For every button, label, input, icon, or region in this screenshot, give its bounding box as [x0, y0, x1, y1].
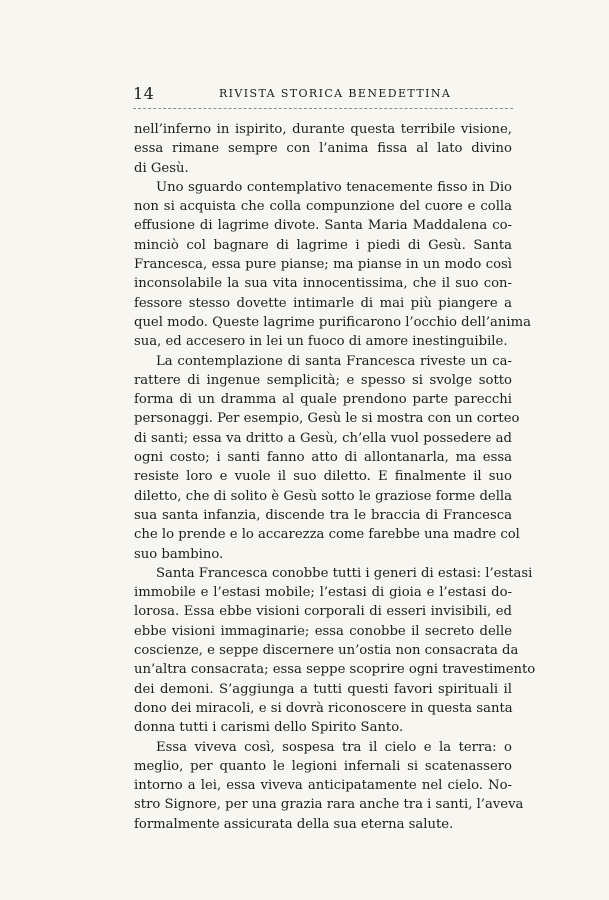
text-line: ebbe visioni immaginarie; essa conobbe il secreto delle: [134, 623, 512, 639]
journal-title: RIVISTA STORICA BENEDETTINA: [219, 87, 452, 100]
text-line: dono dei miracoli, e si dovrà riconoscere in questa santa: [134, 700, 513, 716]
text-line: resiste loro e vuole il suo diletto. E finalmente il suo: [134, 469, 512, 485]
text-line: La contemplazione di santa Francesca riveste un ca-: [156, 353, 512, 369]
header-rule: [133, 108, 513, 109]
text-line: di santi; essa va dritto a Gesù, ch’ella vuol possedere ad: [134, 430, 512, 446]
text-line: donna tutti i carismi dello Spirito Santo.: [134, 720, 404, 736]
text-line: formalmente assicurata della sua eterna salute.: [134, 816, 454, 832]
text-line: meglio, per quanto le legioni infernali si scatenassero: [134, 758, 512, 774]
text-line: essa rimane sempre con l’anima fissa al lato divino: [134, 141, 512, 157]
text-line: di Gesù.: [134, 160, 189, 176]
text-line: che lo prende e lo accarezza come farebbe una madre col: [134, 527, 520, 543]
text-line: Uno sguardo contemplativo tenacemente fisso in Dio: [156, 179, 512, 195]
text-line: dei demoni. S’aggiunga a tutti questi favori spirituali il: [134, 681, 512, 697]
text-line: lorosa. Essa ebbe visioni corporali di esseri invisibili, ed: [134, 604, 512, 620]
text-line: sua santa infanzia, discende tra le braccia di Francesca: [134, 507, 512, 523]
text-line: intorno a lei, essa viveva anticipatamente nel cielo. No-: [134, 778, 512, 794]
text-line: suo bambino.: [134, 546, 224, 562]
text-line: immobile e l’estasi mobile; l’estasi di gioia e l’estasi do-: [134, 585, 512, 601]
text-line: minciò col bagnare di lagrime i piedi di Gesù. Santa: [134, 237, 512, 253]
text-line: non si acquista che colla compunzione del cuore e colla: [134, 199, 512, 215]
text-line: Essa viveva così, sospesa tra il cielo e la terra: o: [156, 739, 512, 755]
text-line: quel modo. Queste lagrime purificarono l’occhio dell’anima: [134, 314, 531, 330]
text-line: nell’inferno in ispirito, durante questa terribile visione,: [134, 122, 512, 137]
text-line: Santa Francesca conobbe tutti i generi di estasi: l’estasi: [156, 565, 533, 581]
text-line: inconsolabile la sua vita innocentissima, che il suo con-: [134, 276, 512, 292]
text-line: personaggi. Per esempio, Gesù le si mostra con un corteo: [134, 411, 520, 427]
text-line: forma di un dramma al quale prendono parte parecchi: [134, 392, 512, 408]
text-line: coscienze, e seppe discernere un’ostia non consacrata da: [134, 643, 519, 659]
body-text: [134, 120, 536, 834]
text-line: diletto, che di solito è Gesù sotto le graziose forme della: [134, 488, 512, 504]
text-line: un’altra consacrata; essa seppe scoprire ogni travestimento: [134, 662, 536, 678]
running-head: [133, 84, 513, 106]
text-line: effusione di lagrime divote. Santa Maria Maddalena co-: [134, 218, 512, 234]
text-line: fessore stesso dovette intimarle di mai più piangere a: [134, 295, 512, 311]
text-line: sua, ed accesero in lei un fuoco di amore inestinguibile.: [134, 334, 508, 350]
text-line: stro Signore, per una grazia rara anche tra i santi, l’aveva: [134, 797, 524, 813]
text-line: Francesca, essa pure pianse; ma pianse in un modo così: [134, 257, 512, 273]
text-line: ogni costo; i santi fanno atto di allontanarla, ma essa: [134, 450, 512, 466]
page-number: 14: [133, 84, 155, 103]
text-line: rattere di ingenue semplicità; e spesso si svolge sotto: [134, 372, 512, 388]
